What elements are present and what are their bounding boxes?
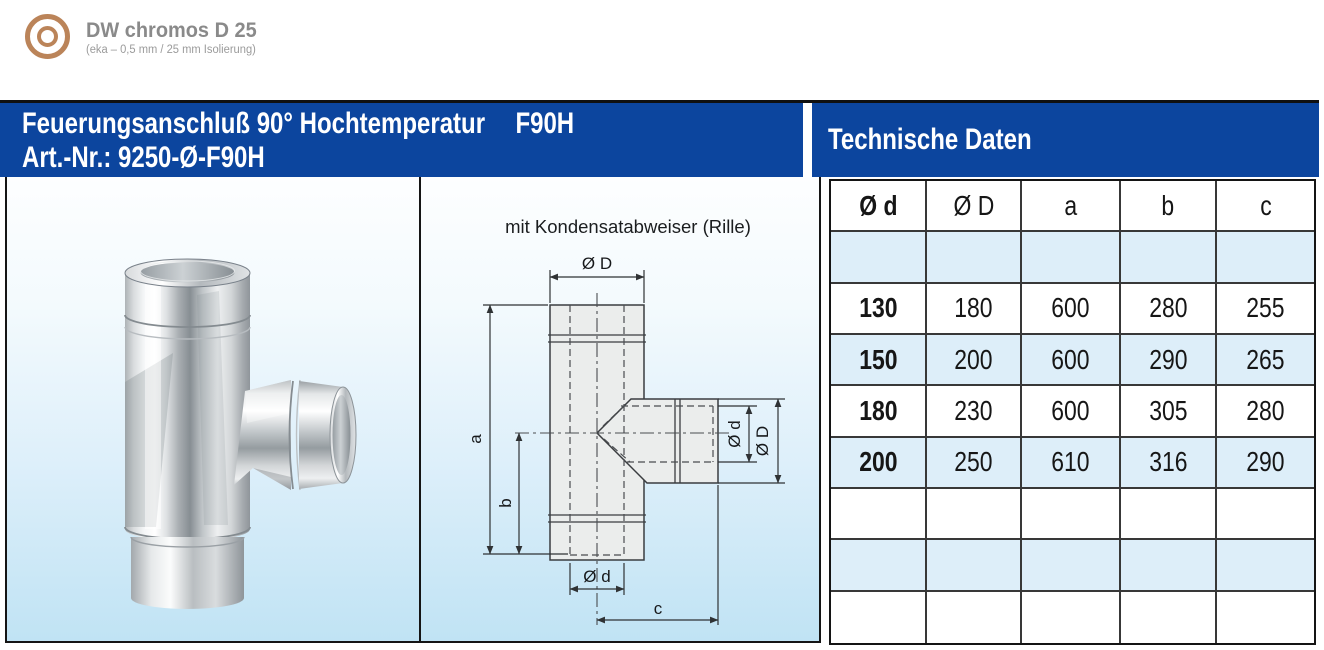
table-cell — [927, 592, 1022, 643]
table-cell: 250 — [927, 438, 1022, 489]
table-cell — [831, 232, 927, 283]
dim-label-diaD-top: Ø D — [581, 254, 613, 273]
table-cell — [1121, 489, 1217, 540]
dim-label-diad-right: Ø d — [725, 420, 744, 448]
table-cell: 610 — [1022, 438, 1121, 489]
table-cell: 230 — [927, 386, 1022, 437]
table-cell: 200 — [831, 438, 927, 489]
table-cell — [1022, 540, 1121, 591]
table-cell: 280 — [1121, 284, 1217, 335]
table-cell — [1217, 540, 1314, 591]
product-header — [0, 103, 803, 177]
table-cell: 180 — [831, 386, 927, 437]
table-cell — [1022, 592, 1121, 643]
dim-label-diaD-right: Ø D — [753, 425, 772, 457]
table-cell — [831, 489, 927, 540]
table-cell — [1217, 489, 1314, 540]
product-title-line — [22, 107, 574, 141]
table-cell: 305 — [1121, 386, 1217, 437]
table-cell: 600 — [1022, 386, 1121, 437]
table-cell: 600 — [1022, 335, 1121, 386]
content-panels — [5, 177, 821, 643]
table-cell: 280 — [1217, 386, 1314, 437]
table-cell: 600 — [1022, 284, 1121, 335]
table-cell: 200 — [927, 335, 1022, 386]
table-header-cell: c — [1217, 181, 1314, 232]
table-cell: 290 — [1121, 335, 1217, 386]
product-title: Feuerungsanschluß 90° Hochtemperatur — [22, 107, 486, 140]
technical-drawing-panel — [421, 177, 819, 641]
brand-logo-inner-ring-icon — [37, 26, 58, 47]
table-cell — [1217, 232, 1314, 283]
table-cell: 265 — [1217, 335, 1314, 386]
table-header-cell: Ø d — [831, 181, 927, 232]
drawing-caption: mit Kondensatabweiser (Rille) — [505, 216, 751, 237]
table-cell: 255 — [1217, 284, 1314, 335]
dim-label-b: b — [496, 498, 515, 508]
brand-subtitle: (eka – 0,5 mm / 25 mm Isolierung) — [86, 44, 256, 56]
table-cell — [1217, 592, 1314, 643]
table-cell — [927, 232, 1022, 283]
table-cell: 290 — [1217, 438, 1314, 489]
table-header-cell: b — [1121, 181, 1217, 232]
product-photo — [7, 177, 419, 641]
table-cell — [1121, 592, 1217, 643]
technical-drawing — [421, 177, 819, 641]
technical-data-table — [829, 179, 1316, 645]
table-cell: 180 — [927, 284, 1022, 335]
table-cell — [927, 489, 1022, 540]
table-cell — [1121, 540, 1217, 591]
table-cell — [1022, 489, 1121, 540]
table-header-cell: Ø D — [927, 181, 1022, 232]
technical-data-title: Technische Daten — [828, 123, 1032, 156]
brand-title: DW chromos D 25 — [86, 19, 257, 42]
table-cell — [1121, 232, 1217, 283]
product-photo-panel — [7, 177, 419, 641]
table-cell: 130 — [831, 284, 927, 335]
brand-logo-ring-icon — [25, 14, 70, 59]
table-cell: 316 — [1121, 438, 1217, 489]
product-code: F90H — [515, 107, 575, 140]
table-cell — [927, 540, 1022, 591]
dim-label-a: a — [466, 434, 485, 444]
technical-data-header — [812, 103, 1319, 177]
table-header-cell: a — [1022, 181, 1121, 232]
dim-label-diad-bottom: Ø d — [583, 567, 611, 586]
dim-label-c: c — [653, 599, 663, 618]
article-number: Art.-Nr.: 9250-Ø-F90H — [22, 141, 265, 174]
table-cell — [831, 540, 927, 591]
table-cell — [831, 592, 927, 643]
table-cell: 150 — [831, 335, 927, 386]
table-cell — [1022, 232, 1121, 283]
